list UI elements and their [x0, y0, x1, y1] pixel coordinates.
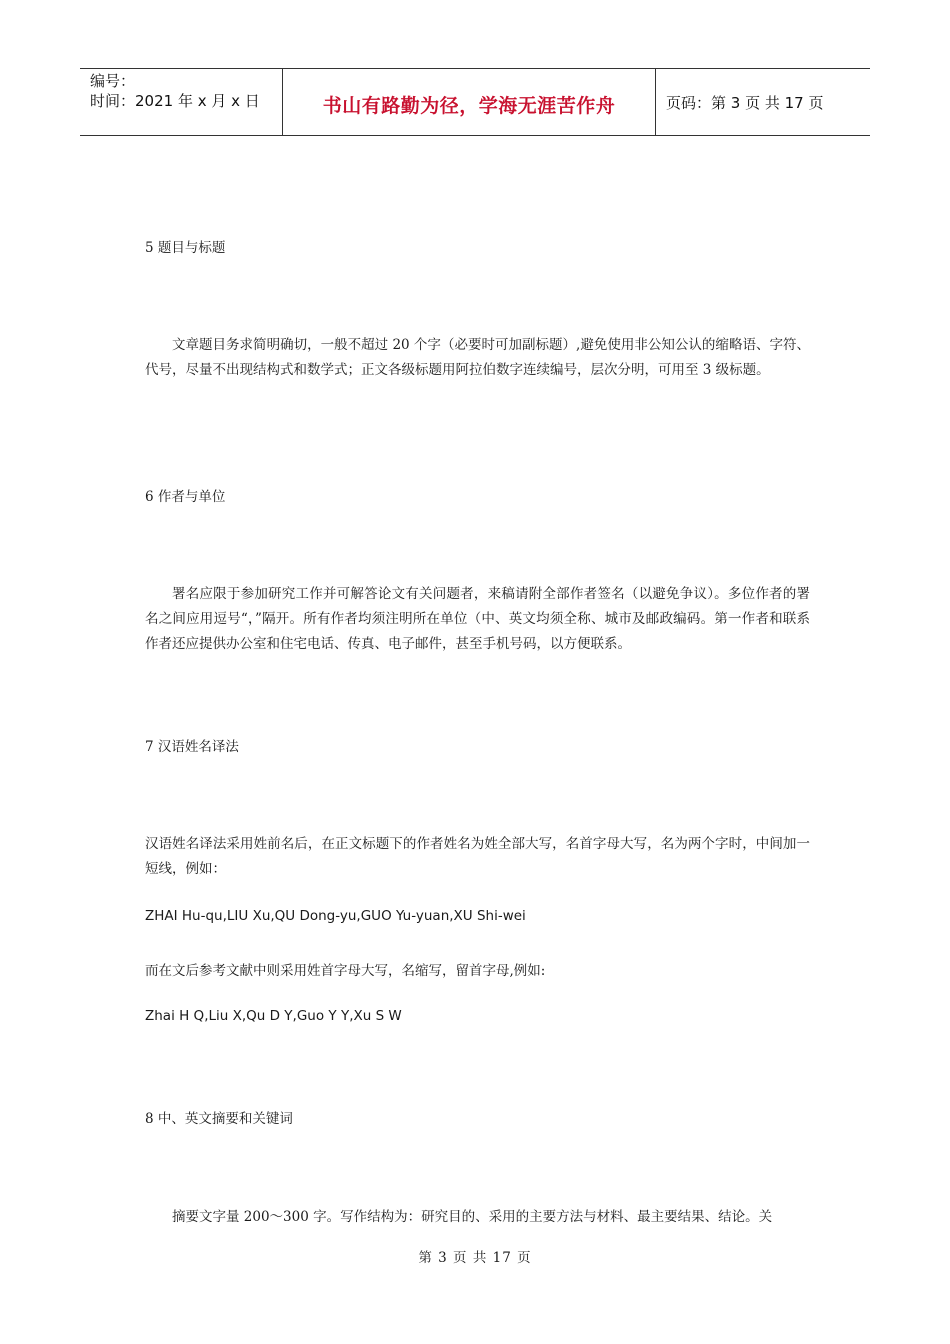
- header-motto-cell: [282, 69, 656, 135]
- section-heading-8: 8 中、英文摘要和关键词: [145, 1111, 293, 1127]
- name-example-reference: Zhai H Q,Liu X,Qu D Y,Guo Y Y,Xu S W: [145, 1008, 402, 1024]
- header-page-cell: [656, 69, 870, 135]
- section-paragraph-7b: 而在文后参考文献中则采用姓首字母大写，名缩写，留首字母,例如:: [145, 963, 546, 979]
- document-date-label: 时间：2021 年 x 月 x 日: [90, 92, 260, 110]
- section-paragraph-6: 署名应限于参加研究工作并可解答论文有关问题者，来稿请附全部作者签名（以避免争议）。多位作者的署名之间应用逗号“，”隔开。所有作者均须注明所在单位（中、英文均须全称、城市及邮政编码。第一作者和联系作者还应提供办公室和住宅电话、传真、电子邮件，甚至手机号码，以方便联系。: [145, 586, 810, 652]
- page-header: [80, 68, 870, 136]
- name-example-fulltext: ZHAI Hu-qu,LIU Xu,QU Dong-yu,GUO Yu-yuan,XU Shi-wei: [145, 908, 526, 924]
- section-paragraph-5: 文章题目务求简明确切，一般不超过 20 个字（必要时可加副标题）,避免使用非公知公认的缩略语、字符、代号，尽量不出现结构式和数学式；正文各级标题用阿拉伯数字连续编号，层次分明，可用至 3 级标题。: [145, 337, 810, 378]
- section-heading-7: 7 汉语姓名译法: [145, 739, 239, 755]
- section-heading-5: 5 题目与标题: [145, 240, 226, 256]
- section-paragraph-7: 汉语姓名译法采用姓前名后，在正文标题下的作者姓名为姓全部大写，名首字母大写，名为两个字时，中间加一短线，例如：: [145, 836, 810, 877]
- document-number-label: 编号：: [90, 72, 136, 90]
- header-motto: 书山有路勤为径，学海无涯苦作舟: [322, 94, 616, 117]
- section-heading-6: 6 作者与单位: [145, 489, 226, 505]
- header-page-info: 页码：第 3 页 共 17 页: [666, 93, 824, 112]
- section-paragraph-8: 摘要文字量 200～300 字。写作结构为：研究目的、采用的主要方法与材料、最主要结果、结论。关: [172, 1209, 773, 1225]
- page-footer: 第 3 页 共 17 页: [418, 1250, 532, 1266]
- header-meta-cell: [80, 69, 282, 135]
